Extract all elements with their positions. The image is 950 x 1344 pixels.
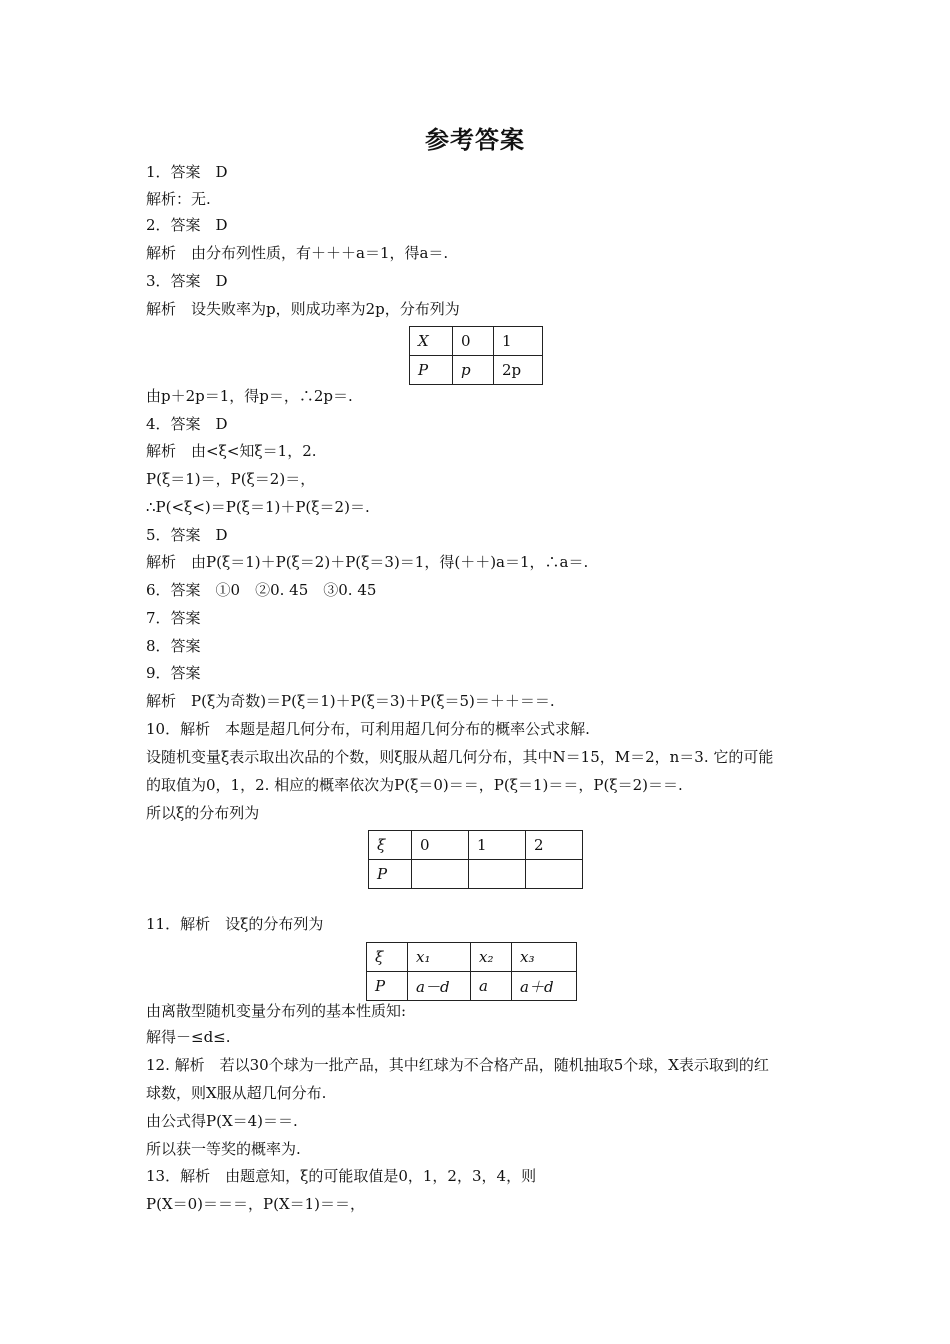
answer-3: 3．答案 D bbox=[146, 272, 228, 290]
distribution-table-10 bbox=[368, 830, 583, 889]
table-cell: a－d bbox=[408, 972, 471, 1001]
explanation-4-line3: ∴P(<ξ<)＝P(ξ＝1)＋P(ξ＝2)＝. bbox=[146, 498, 370, 516]
explanation-9: 解析 P(ξ为奇数)＝P(ξ＝1)＋P(ξ＝3)＋P(ξ＝5)＝＋＋＝＝. bbox=[146, 692, 555, 710]
table-cell: ξ bbox=[367, 943, 408, 972]
answer-6: 6．答案 ①0 ②0. 45 ③0. 45 bbox=[146, 581, 377, 599]
explanation-12: 12. 解析 若以30个球为一批产品，其中红球为不合格产品，随机抽取5个球，X表示取到的红 bbox=[146, 1056, 769, 1074]
explanation-11: 11．解析 设ξ的分布列为 bbox=[146, 915, 324, 933]
table-cell bbox=[469, 860, 526, 889]
table-row bbox=[369, 831, 583, 860]
table-cell: P bbox=[367, 972, 408, 1001]
explanation-10: 10．解析 本题是超几何分布，可利用超几何分布的概率公式求解. bbox=[146, 720, 590, 738]
explanation-11-line3: 解得－≤d≤. bbox=[146, 1028, 231, 1046]
explanation-11-line2: 由离散型随机变量分布列的基本性质知: bbox=[146, 1002, 407, 1020]
table-cell: x₃ bbox=[512, 943, 577, 972]
explanation-2: 解析 由分布列性质，有＋＋＋a＝1，得a＝. bbox=[146, 244, 449, 262]
explanation-1: 解析：无. bbox=[146, 190, 211, 208]
table-cell: ξ bbox=[369, 831, 412, 860]
explanation-10-line4: 所以ξ的分布列为 bbox=[146, 804, 260, 822]
table-cell: 0 bbox=[453, 327, 494, 356]
table-cell: a bbox=[471, 972, 512, 1001]
table-cell: 2 bbox=[526, 831, 583, 860]
answer-5: 5．答案 D bbox=[146, 526, 228, 544]
explanation-3: 解析 设失败率为p，则成功率为2p，分布列为 bbox=[146, 300, 460, 318]
answer-9: 9．答案 bbox=[146, 664, 201, 682]
explanation-5: 解析 由P(ξ＝1)＋P(ξ＝2)＋P(ξ＝3)＝1，得(＋＋)a＝1，∴a＝. bbox=[146, 553, 589, 571]
table-row bbox=[367, 972, 577, 1001]
distribution-table-3 bbox=[409, 326, 543, 385]
table-cell: P bbox=[410, 356, 453, 385]
explanation-10-line2: 设随机变量ξ表示取出次品的个数，则ξ服从超几何分布，其中N＝15，M＝2，n＝3. 它的可能 bbox=[146, 748, 774, 766]
table-cell: x₂ bbox=[471, 943, 512, 972]
table-row bbox=[410, 327, 543, 356]
explanation-13: 13．解析 由题意知，ξ的可能取值是0，1，2，3，4，则 bbox=[146, 1167, 537, 1185]
explanation-12-line3: 由公式得P(X＝4)＝＝. bbox=[146, 1112, 298, 1130]
table-row bbox=[410, 356, 543, 385]
answer-4: 4．答案 D bbox=[146, 415, 228, 433]
explanation-10-line3: 的取值为0，1，2. 相应的概率依次为P(ξ＝0)＝＝，P(ξ＝1)＝＝，P(ξ＝2)＝＝. bbox=[146, 776, 683, 794]
answer-8: 8．答案 bbox=[146, 637, 201, 655]
table-cell bbox=[526, 860, 583, 889]
table-cell: 0 bbox=[412, 831, 469, 860]
table-cell: P bbox=[369, 860, 412, 889]
explanation-4: 解析 由<ξ<知ξ＝1，2. bbox=[146, 442, 317, 460]
table-cell: 1 bbox=[469, 831, 526, 860]
table-cell: 1 bbox=[494, 327, 543, 356]
table-cell bbox=[412, 860, 469, 889]
table-cell: a＋d bbox=[512, 972, 577, 1001]
explanation-12-line4: 所以获一等奖的概率为. bbox=[146, 1140, 301, 1158]
table-cell: X bbox=[410, 327, 453, 356]
explanation-4-line2: P(ξ＝1)＝，P(ξ＝2)＝， bbox=[146, 470, 316, 488]
distribution-table-11 bbox=[366, 942, 577, 1001]
page-title: 参考答案 bbox=[425, 126, 525, 154]
table-row bbox=[367, 943, 577, 972]
answer-7: 7．答案 bbox=[146, 609, 201, 627]
answer-2: 2．答案 D bbox=[146, 216, 228, 234]
explanation-12-line2: 球数，则X服从超几何分布. bbox=[146, 1084, 327, 1102]
table-cell: x₁ bbox=[408, 943, 471, 972]
table-cell: 2p bbox=[494, 356, 543, 385]
table-row bbox=[369, 860, 583, 889]
explanation-13-line2: P(X＝0)＝＝＝，P(X＝1)＝＝， bbox=[146, 1195, 366, 1213]
table-cell: p bbox=[453, 356, 494, 385]
explanation-3-result: 由p＋2p＝1，得p＝，∴2p＝. bbox=[146, 387, 353, 405]
answer-1: 1．答案 D bbox=[146, 163, 228, 181]
